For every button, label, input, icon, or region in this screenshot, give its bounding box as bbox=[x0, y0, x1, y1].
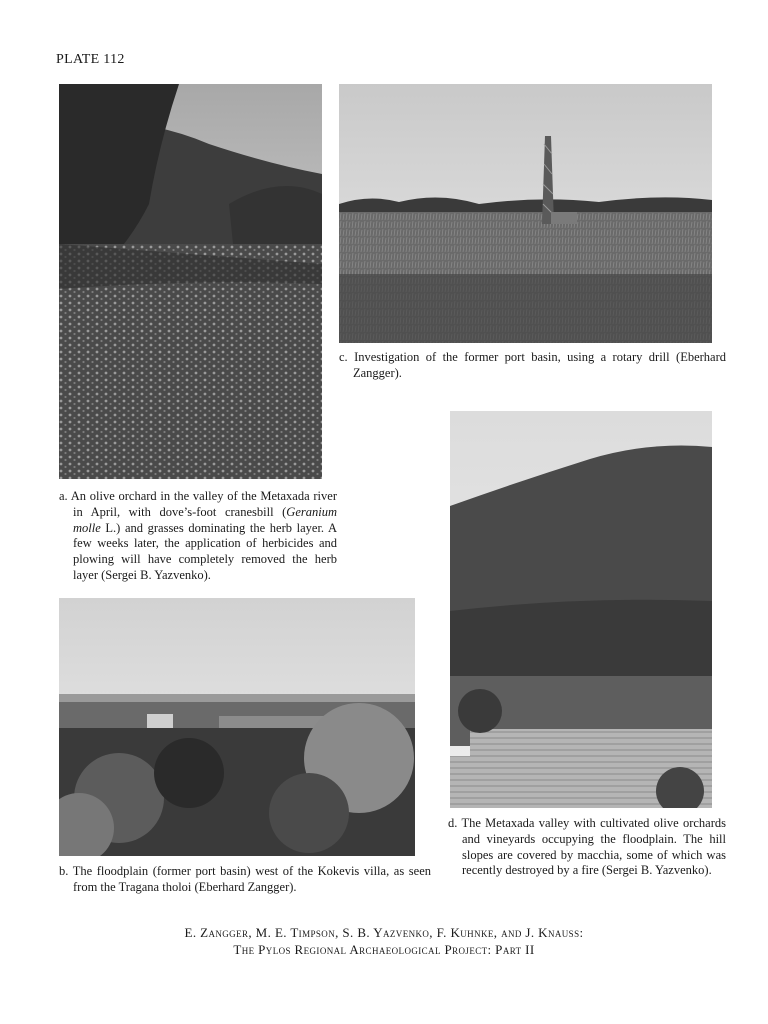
caption-a-text-pre: An olive orchard in the valley of the Metaxada river in April, with dove’s-foot cranesbill ( bbox=[70, 489, 337, 519]
caption-d bbox=[448, 816, 726, 879]
caption-a-species: Geranium molle bbox=[73, 504, 337, 535]
caption-c-letter: c. bbox=[339, 350, 348, 364]
caption-b bbox=[59, 864, 431, 896]
caption-b-text: The floodplain (former port basin) west of the Kokevis villa, as seen from the Tragana tholoi (Eberhard Zangger). bbox=[72, 864, 431, 894]
caption-c-text: Investigation of the former port basin, using a rotary drill (Eberhard Zangger). bbox=[353, 350, 726, 380]
caption-a bbox=[59, 489, 337, 584]
caption-d-letter: d. bbox=[448, 816, 458, 830]
photo-c-rotary-drill bbox=[339, 84, 712, 343]
caption-a-letter: a. bbox=[59, 489, 68, 503]
footer-authors: E. Zangger, M. E. Timpson, S. B. Yazvenko, F. Kuhnke, and J. Knauss: bbox=[184, 925, 584, 940]
photo-b-floodplain bbox=[59, 598, 415, 856]
caption-c bbox=[339, 350, 726, 382]
caption-d-text: The Metaxada valley with cultivated olive orchards and vineyards occupying the floodplain. The hill slopes are covered by macchia, some of which was recently destroyed by a fire (Sergei B. Yazvenko). bbox=[461, 816, 727, 878]
photo-d-metaxada-valley bbox=[450, 411, 712, 808]
photo-a-olive-orchard bbox=[59, 84, 322, 479]
caption-a-text-post: L.) and grasses dominating the herb layer. A few weeks later, the application of herbicides and plowing will have completely removed the herb layer (Sergei B. Yazvenko). bbox=[73, 520, 337, 582]
caption-b-letter: b. bbox=[59, 864, 69, 878]
footer-project-title: The Pylos Regional Archaeological Project: Part II bbox=[233, 942, 535, 957]
footer-credit bbox=[0, 924, 768, 958]
plate-label: PLATE 112 bbox=[56, 52, 125, 67]
